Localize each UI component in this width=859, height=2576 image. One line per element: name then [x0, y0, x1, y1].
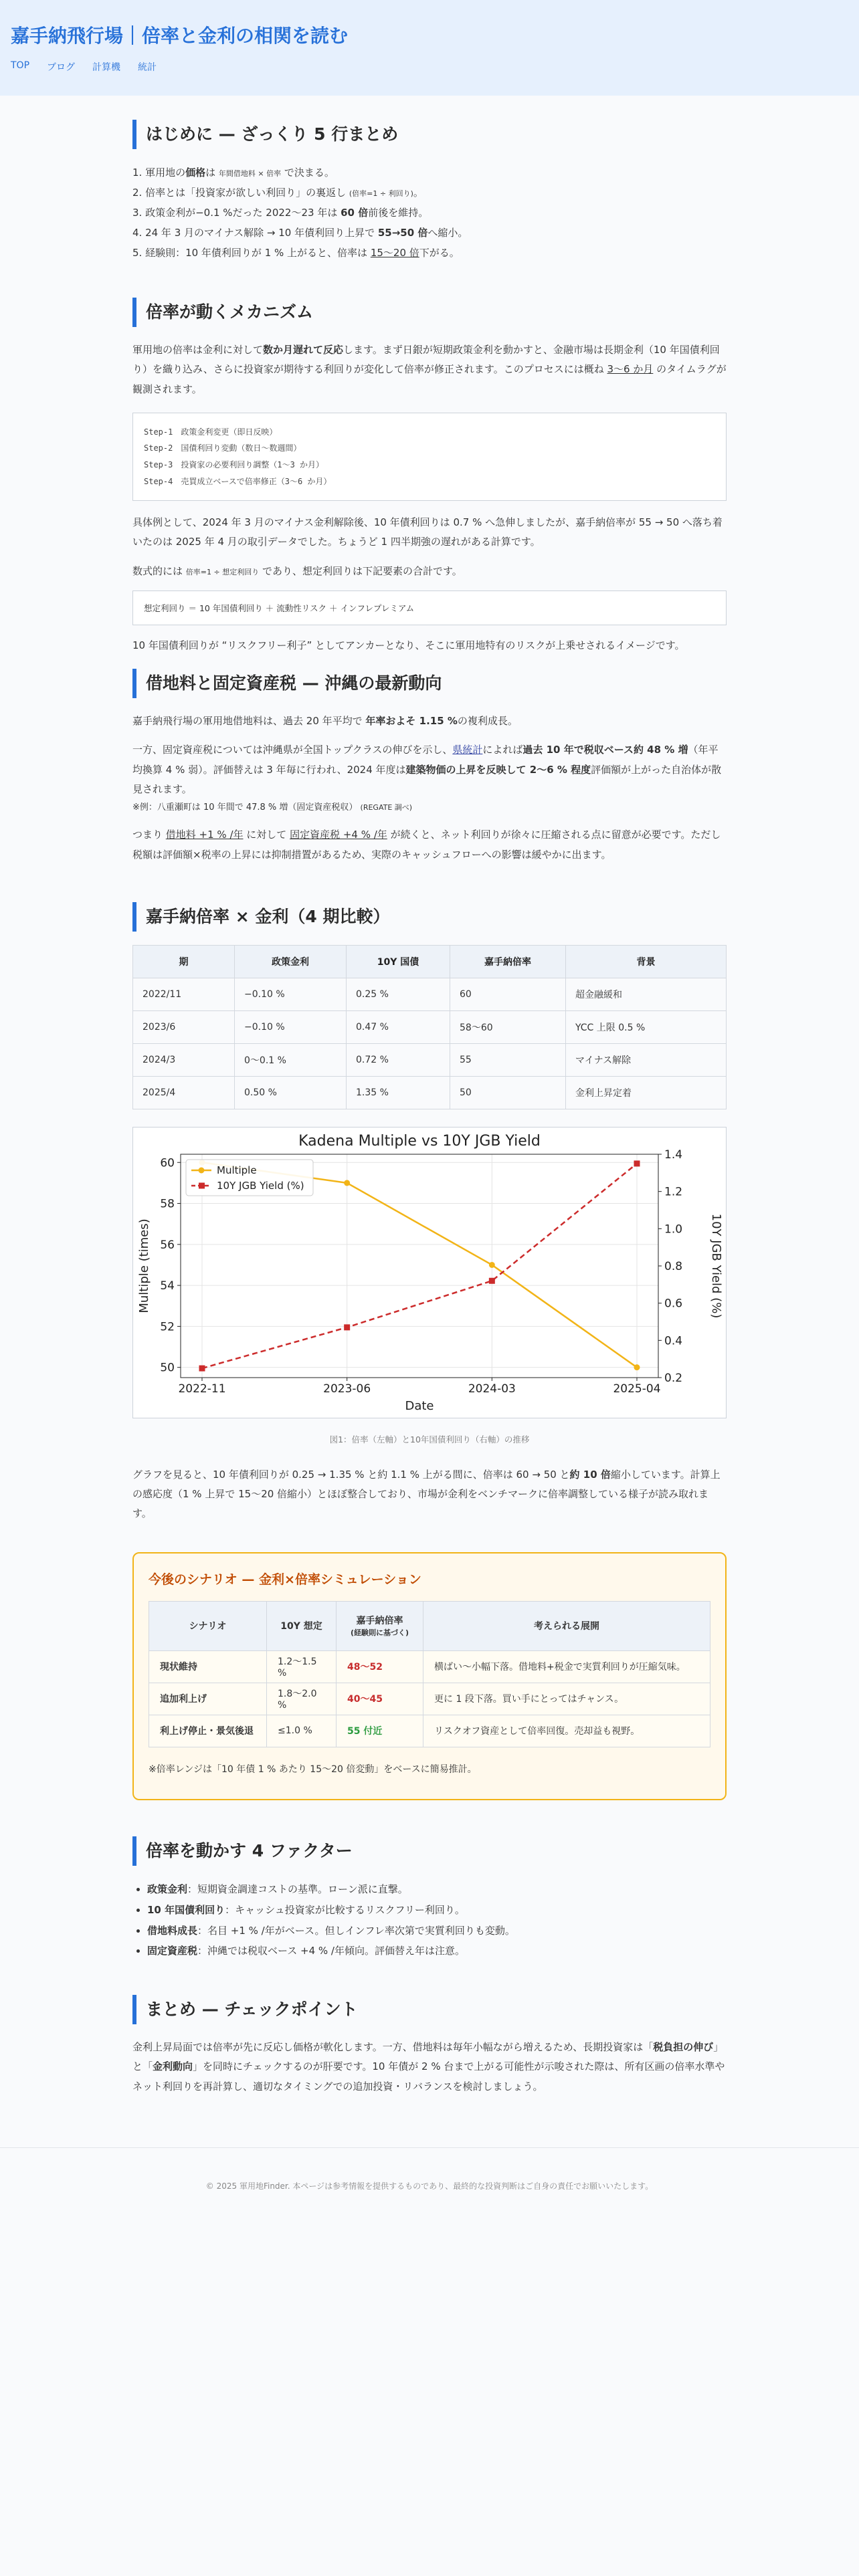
chart-title: Kadena Multiple vs 10Y JGB Yield: [298, 1132, 541, 1150]
y2-tick-label: 1.2: [664, 1185, 683, 1199]
list-item: • 10 年国債利回り：キャッシュ投資家が比較するリスクフリー利回り。: [147, 1900, 727, 1921]
mechanism-note: 10 年国債利回りが “リスクフリー利子” としてアンカーとなり、そこに軍用地特有のリスクが上乗せされるイメージです。: [132, 639, 685, 651]
section-summary: [132, 1995, 727, 2097]
y2-tick-label: 1.0: [664, 1222, 683, 1237]
x-tick-label: 2022-11: [178, 1382, 226, 1396]
list-item: 4. 24 年 3 月のマイナス解除 → 10 年債利回り上昇で 55→50 倍へ縮小。: [132, 227, 468, 239]
legend-marker: [199, 1167, 205, 1173]
col-jgb10y: 10Y 国債: [347, 945, 450, 978]
legend-marker: [199, 1182, 205, 1188]
section-mechanism: [132, 298, 727, 655]
steps-box: [132, 413, 727, 501]
y2-axis-label: 10Y JGB Yield (%): [709, 1213, 723, 1319]
y-tick-label: 52: [160, 1320, 175, 1334]
y2-tick-label: 0.4: [664, 1334, 683, 1348]
section-compare: [132, 902, 727, 1524]
data-point: [634, 1160, 640, 1166]
legend-label: 10Y JGB Yield (%): [217, 1179, 304, 1192]
y-tick-label: 54: [160, 1279, 175, 1293]
step-1: Step-1 政策金利変更（即日反映）: [144, 427, 278, 437]
list-item: 1. 軍用地の価格は 年間借地料 × 倍率 で決まる。: [132, 167, 335, 179]
x-axis-label: Date: [405, 1398, 434, 1413]
data-point: [199, 1366, 205, 1372]
x-tick-label: 2024-03: [468, 1382, 516, 1396]
list-item: • 政策金利：短期資金調達コストの基準。ローン派に直撃。: [147, 1879, 727, 1900]
data-point: [489, 1262, 495, 1268]
table-header-row: [133, 945, 727, 978]
y-tick-label: 58: [160, 1197, 175, 1211]
step-3: Step-3 投資家の必要利回り調整（1〜3 か月）: [144, 459, 324, 469]
scenario-note: ※倍率レンジは「10 年債 1 % あたり 15〜20 倍変動」をベースに簡易推計。: [149, 1763, 477, 1775]
factors-heading: 倍率を動かす 4 ファクター: [132, 1836, 727, 1866]
chart-container: [132, 1127, 727, 1418]
nav-top[interactable]: TOP: [11, 60, 30, 71]
y-tick-label: 60: [160, 1156, 175, 1170]
x-tick-label: 2025-04: [613, 1382, 661, 1396]
tax-paragraph-2: 一方、固定資産税については沖縄県が全国トップクラスの伸びを示し、県統計によれば過去 10 年で税収ベース約 48 % 増（年平均換算 4 % 弱）。評価替えは 3 年毎に行われ、2024 年度は建築物価の上昇を反映して 2〜6 % 程度評価額が上がった自治体が散見されます。: [132, 744, 722, 795]
col-multiple: 嘉手納倍率 (経験則に基づく): [337, 1601, 423, 1650]
y2-tick-label: 0.2: [664, 1371, 683, 1385]
list-item: • 借地料成長：名目 +1 % /年がベース。但しインフレ率次第で実質利回りも変動。: [147, 1921, 727, 1941]
formula-box: 想定利回り ＝ 10 年国債利回り ＋ 流動性リスク ＋ インフレプレミアム: [132, 591, 727, 625]
table-row: 追加利上げ 1.8〜2.0 % 40〜45 更に 1 段下落。買い手にとってはチャンス。: [149, 1683, 710, 1715]
step-4: Step-4 売買成立ベースで倍率修正（3〜6 か月）: [144, 476, 332, 486]
summary-paragraph: 金利上昇局面では倍率が先に反応し価格が軟化します。一方、借地料は毎年小幅ながら増えるため、長期投資家は「税負担の伸び」と「金利動向」を同時にチェックするのが肝要です。10 年債が 2 % 台まで上がる可能性が示唆された際は、所有区画の倍率水準やネット利回りを再計算し、適切なタイミングでの追加投資・リバランスを検討しましょう。: [132, 2041, 725, 2092]
y-tick-label: 56: [160, 1238, 175, 1252]
factors-list: [132, 1879, 727, 1961]
data-point: [344, 1180, 350, 1186]
scenario-table: [149, 1601, 710, 1747]
data-point: [344, 1324, 350, 1330]
data-point: [489, 1278, 495, 1284]
intro-heading: はじめに — ざっくり 5 行まとめ: [132, 120, 727, 149]
data-point: [634, 1364, 640, 1370]
chart-caption: 図1：倍率（左軸）と10年国債利回り（右軸）の推移: [329, 1434, 530, 1444]
nav-calculator[interactable]: 計算機: [92, 62, 121, 73]
section-intro: [132, 120, 727, 263]
col-policy-rate: 政策金利: [235, 945, 347, 978]
section-factors: [132, 1836, 727, 1961]
list-item: • 固定資産税：沖縄では税収ベース +4 % /年傾向。評価替え年は注意。: [147, 1941, 727, 1961]
col-outlook: 考えられる展開: [423, 1601, 710, 1650]
compare-table: [132, 945, 727, 1109]
table-row: 現状維持 1.2〜1.5 % 48〜52 横ばい〜小幅下落。借地料+税金で実質利回りが圧縮気味。: [149, 1650, 710, 1683]
site-header: [0, 0, 859, 96]
col-background: 背景: [566, 945, 727, 978]
footer-text: © 2025 軍用地Finder. 本ページは参考情報を提供するものであり、最終的な投資判断はご自身の責任でお願いいたします。: [205, 2181, 654, 2191]
article: [132, 120, 727, 2097]
mechanism-example: 具体例として、2024 年 3 月のマイナス金利解除後、10 年債利回りは 0.7 % へ急伸しましたが、嘉手納倍率が 55 → 50 へ落ち着いたのは 2025 年 4 月の取引データでした。ちょうど 1 四半期強の遅れがある計算です。: [132, 516, 723, 548]
tax-heading: 借地料と固定資産税 — 沖縄の最新動向: [132, 669, 727, 698]
y-tick-label: 50: [160, 1361, 175, 1375]
tax-paragraph-1: 嘉手納飛行場の軍用地借地料は、過去 20 年平均で 年率およそ 1.15 %の複利成長。: [132, 715, 518, 728]
mechanism-formula-intro: 数式的には 倍率=1 ÷ 想定利回り であり、想定利回りは下記要素の合計です。: [132, 564, 462, 577]
multiple-yield-chart: [133, 1128, 726, 1418]
y-axis-label: Multiple (times): [137, 1218, 151, 1313]
summary-heading: まとめ — チェックポイント: [132, 1995, 727, 2024]
step-2: Step-2 国債利回り変動（数日〜数週間）: [144, 443, 302, 453]
table-row: 2025/4 0.50 % 1.35 % 50 金利上昇定着: [133, 1076, 727, 1109]
main-nav: [11, 60, 848, 74]
col-yield-assumption: 10Y 想定: [267, 1601, 337, 1650]
list-item: 5. 経験則：10 年債利回りが 1 % 上がると、倍率は 15〜20 倍下がる。: [132, 247, 460, 259]
table-header-row: [149, 1601, 710, 1650]
tax-paragraph-3: つまり 借地料 +1 % /年 に対して 固定資産税 +4 % /年 が続くと、ネット利回りが徐々に圧縮される点に留意が必要です。ただし税額は評価額×税率の上昇には抑制措置があるため、実際のキャッシュフローへの影響は緩やかに出ます。: [132, 829, 721, 861]
site-footer: [0, 2147, 859, 2191]
site-title[interactable]: 嘉手納飛行場｜倍率と金利の相関を読む: [11, 25, 349, 47]
mechanism-paragraph: 軍用地の倍率は金利に対して数か月遅れて反応します。まず日銀が短期政策金利を動かすと、金融市場は長期金利（10 年国債利回り）を織り込み、さらに投資家が期待する利回りが変化して倍率が修正されます。このプロセスには概ね 3〜6 か月 のタイムラグが観測されます。: [132, 344, 727, 395]
col-scenario: シナリオ: [149, 1601, 267, 1650]
chart-analysis: グラフを見ると、10 年債利回りが 0.25 → 1.35 % と約 1.1 % 上がる間に、倍率は 60 → 50 と約 10 倍縮小しています。計算上の感応度（1 % 上昇で 15〜20 倍縮小）とほぼ整合しており、市場が金利をベンチマークに倍率調整している様子が読み取れます。: [132, 1468, 721, 1520]
table-row: 2022/11 −0.10 % 0.25 % 60 超金融緩和: [133, 978, 727, 1010]
y2-tick-label: 1.4: [664, 1148, 683, 1162]
compare-heading: 嘉手納倍率 × 金利（4 期比較）: [132, 902, 727, 932]
section-tax: [132, 669, 727, 865]
tax-example: ※例：八重瀬町は 10 年間で 47.8 % 増（固定資産税収） (REGATE 調べ): [132, 802, 413, 813]
prefecture-stats-link[interactable]: 県統計: [452, 744, 483, 756]
table-row: 2023/6 −0.10 % 0.47 % 58〜60 YCC 上限 0.5 %: [133, 1010, 727, 1043]
mechanism-heading: 倍率が動くメカニズム: [132, 298, 727, 327]
y2-tick-label: 0.6: [664, 1297, 683, 1311]
scenario-heading: 今後のシナリオ — 金利×倍率シミュレーション: [149, 1572, 421, 1587]
x-tick-label: 2023-06: [323, 1382, 371, 1396]
legend-label: Multiple: [217, 1164, 257, 1176]
col-multiple: 嘉手納倍率: [450, 945, 566, 978]
table-row: 利上げ停止・景気後退 ≤1.0 % 55 付近 リスクオフ資産として倍率回復。売却益も視野。: [149, 1715, 710, 1747]
col-period: 期: [133, 945, 235, 978]
scenario-box: [132, 1552, 727, 1800]
nav-stats[interactable]: 統計: [138, 62, 157, 73]
list-item: 2. 倍率とは「投資家が欲しい利回り」の裏返し (倍率=1 ÷ 利回り)。: [132, 187, 423, 199]
nav-blog[interactable]: ブログ: [47, 62, 76, 73]
intro-list: [132, 163, 727, 263]
y2-tick-label: 0.8: [664, 1259, 683, 1273]
list-item: 3. 政策金利が−0.1 %だった 2022〜23 年は 60 倍前後を維持。: [132, 207, 429, 219]
table-row: 2024/3 0〜0.1 % 0.72 % 55 マイナス解除: [133, 1043, 727, 1076]
